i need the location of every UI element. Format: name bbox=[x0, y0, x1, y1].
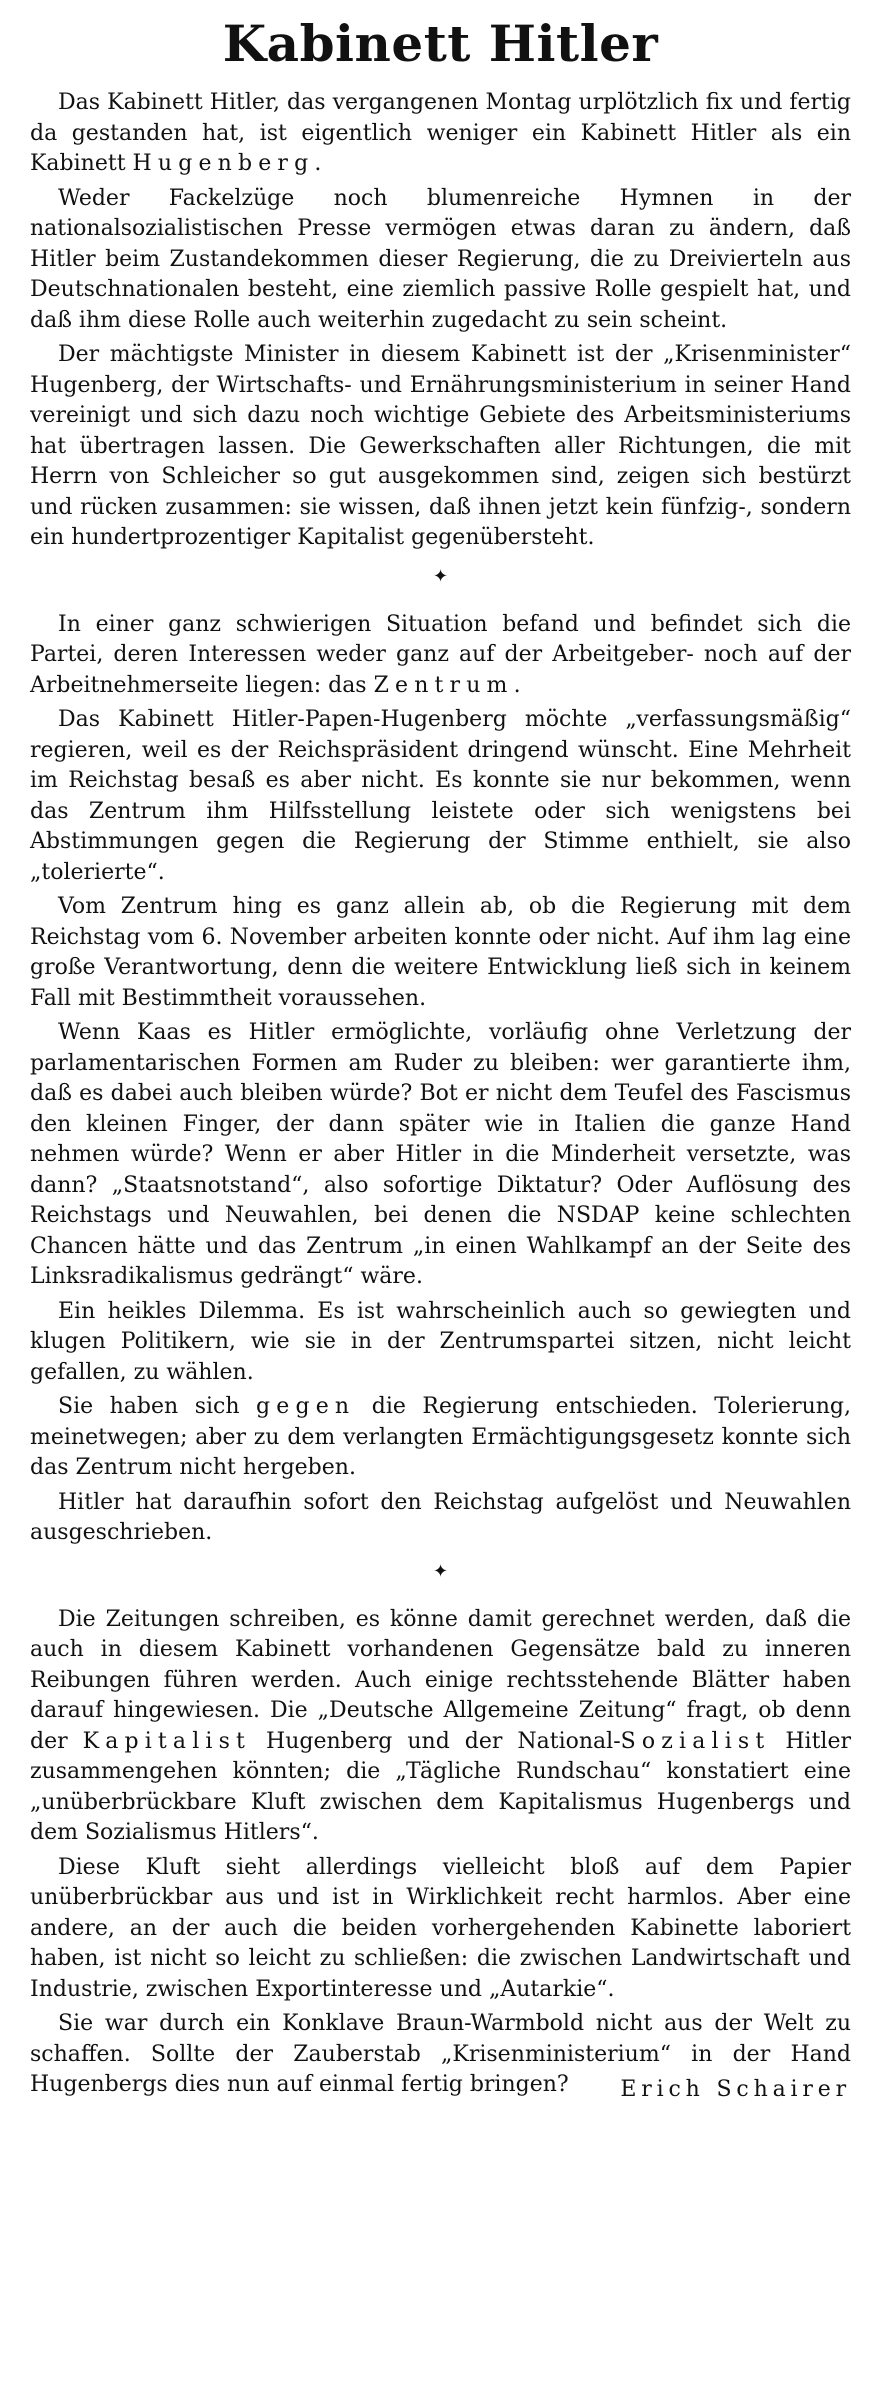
paragraph-11-e: Hitler zusammengehen könnten; die „Tägliche Rundschau“ konstatiert eine „unüberbrückbare Kluft zwischen dem Kapitalismus Hugenbergs und dem Sozialismus Hitlers“. bbox=[30, 1728, 851, 1845]
paragraph-3: Der mächtigste Minister in diesem Kabinett ist der „Krisenminister“ Hugenberg, der Wirtschafts- und Ernährungsministerium in seiner Hand vereinigt und sich dazu noch wichtige Gebiete des Arbeitsministeriums hat übertragen lassen. Die Gewerkschaften aller Richtungen, die mit Herrn von Schleicher so gut ausgekommen sind, zeigen sich bestürzt und rücken zusammen: sie wissen, daß ihnen jetzt kein fünfzig-, sondern ein hundertprozentiger Kapitalist gegenübersteht. bbox=[30, 342, 851, 550]
author-name: Erich Schairer bbox=[620, 2076, 851, 2102]
spaced-word-sozialist: Sozialist bbox=[620, 1728, 771, 1754]
spaced-word-zentrum: Zentrum bbox=[373, 672, 514, 698]
paragraph-9-end: die Regierung entschieden. Tolerierung, meinetwegen; aber zu dem verlangten Ermächtigungsgesetz konnte sich das Zentrum nicht hergeben. bbox=[30, 1394, 851, 1480]
paragraph-5: Das Kabinett Hitler-Papen-Hugenberg möchte „verfassungsmäßig“ regieren, weil es der Reichspräsident dringend wünscht. Eine Mehrheit im Reichstag besaß es aber nicht. Es konnte sie nur bekommen, wenn das Zentrum ihm Hilfsstellung leistete oder sich wenigstens bei Abstimmungen gegen die Regierung der Stimme enthielt, sie also „tolerierte“. bbox=[30, 707, 851, 885]
paragraph-11-c: Hugenberg und der National- bbox=[251, 1728, 621, 1754]
paragraph-6: Vom Zentrum hing es ganz allein ab, ob die Regierung mit dem Reichstag vom 6. November arbeiten konnte oder nicht. Auf ihm lag eine große Verantwortung, denn die weitere Entwicklung ließ sich in keinem Fall mit Bestimmtheit voraussehen. bbox=[30, 894, 851, 1011]
paragraph-9-start: Sie haben sich bbox=[58, 1394, 257, 1419]
paragraph-4-end: . bbox=[513, 672, 521, 698]
spaced-name-hugenberg: Hugenberg bbox=[132, 151, 315, 176]
paragraph-2: Weder Fackelzüge noch blumenreiche Hymnen in der nationalsozialistischen Presse vermögen etwas daran zu ändern, daß Hitler beim Zustandekommen dieser Regierung, die zu Dreivierteln aus Deutschnationalen besteht, eine ziemlich passive Rolle gespielt hat, und daß ihm diese Rolle auch weiterhin zugedacht zu sein scheint. bbox=[30, 185, 851, 333]
spaced-word-gegen: gegen bbox=[256, 1394, 356, 1419]
spaced-word-kapitalist: Kapitalist bbox=[82, 1728, 252, 1754]
paragraph-7: Wenn Kaas es Hitler ermöglichte, vorläufig ohne Verletzung der parlamentarischen Formen am Ruder zu bleiben: wer garantierte ihm, daß es dabei auch bleiben würde? Bot er nicht dem Teufel des Fascismus den kleinen Finger, der dann später wie in Italien die ganze Hand nehmen würde? Wenn er aber Hitler in die Minderheit versetzte, was dann? „Staatsnotstand“, also sofortige Diktatur? Oder Auflösung des Reichstags und Neuwahlen, bei denen die NSDAP keine schlechten Chancen hätte und das Zentrum „in einen Wahlkampf an der Seite des Linksradikalismus gedrängt“ wäre. bbox=[30, 1020, 851, 1289]
paragraph-10: Hitler hat daraufhin sofort den Reichstag aufgelöst und Neuwahlen ausgeschrieben. bbox=[30, 1489, 851, 1545]
paragraph-11-a: Die Zeitungen schreiben, es könne damit gerechnet werden, daß die auch in diesem Kabinett vorhandenen Gegensätze bald zu inneren Reibungen führen werden. Auch einige rechtsstehende Blätter haben darauf hingewiesen. Die „Deutsche Allgemeine Zeitung“ fragt, ob denn der bbox=[30, 1606, 851, 1754]
paragraph-1-text: Das Kabinett Hitler, das vergangenen Montag urplötzlich fix und fertig da gestanden hat, ist eigentlich weniger ein Kabinett Hitler als ein Kabinett bbox=[30, 90, 851, 176]
paragraph-8: Ein heikles Dilemma. Es ist wahrscheinlich auch so gewiegten und klugen Politikern, wie sie in der Zentrumspartei sitzen, nicht leicht gefallen, zu wählen. bbox=[30, 1298, 851, 1385]
paragraph-12: Diese Kluft sieht allerdings vielleicht bloß auf dem Papier unüberbrückbar aus und ist in Wirklichkeit recht harmlos. Aber eine andere, an der auch die beiden vorhergehenden Kabinette laboriert haben, ist nicht so leicht zu schließen: die zwischen Landwirtschaft und Industrie, zwischen Exportinteresse und „Autarkie“. bbox=[30, 1854, 851, 2002]
paragraph-1-end: . bbox=[314, 151, 322, 176]
paragraph-1 bbox=[30, 88, 851, 180]
section-separator-2: ✦ bbox=[432, 1560, 449, 1582]
paragraph-4-text: In einer ganz schwierigen Situation befand und befindet sich die Partei, deren Interessen weder ganz auf der Arbeitgeber- noch auf der Arbeitnehmerseite liegen: das bbox=[30, 611, 851, 698]
section-separator-1: ✦ bbox=[432, 565, 449, 587]
article-title: Kabinett Hitler bbox=[222, 14, 659, 73]
paragraph-13: Sie war durch ein Konklave Braun-Warmbold nicht aus der Welt zu schaffen. Sollte der Zauberstab „Krisenministerium“ in der Hand Hugenbergs dies nun auf einmal fertig bringen? bbox=[30, 2011, 851, 2097]
paragraph-4 bbox=[30, 610, 851, 702]
paragraph-11 bbox=[30, 1605, 851, 1849]
paragraph-9 bbox=[30, 1392, 851, 1484]
